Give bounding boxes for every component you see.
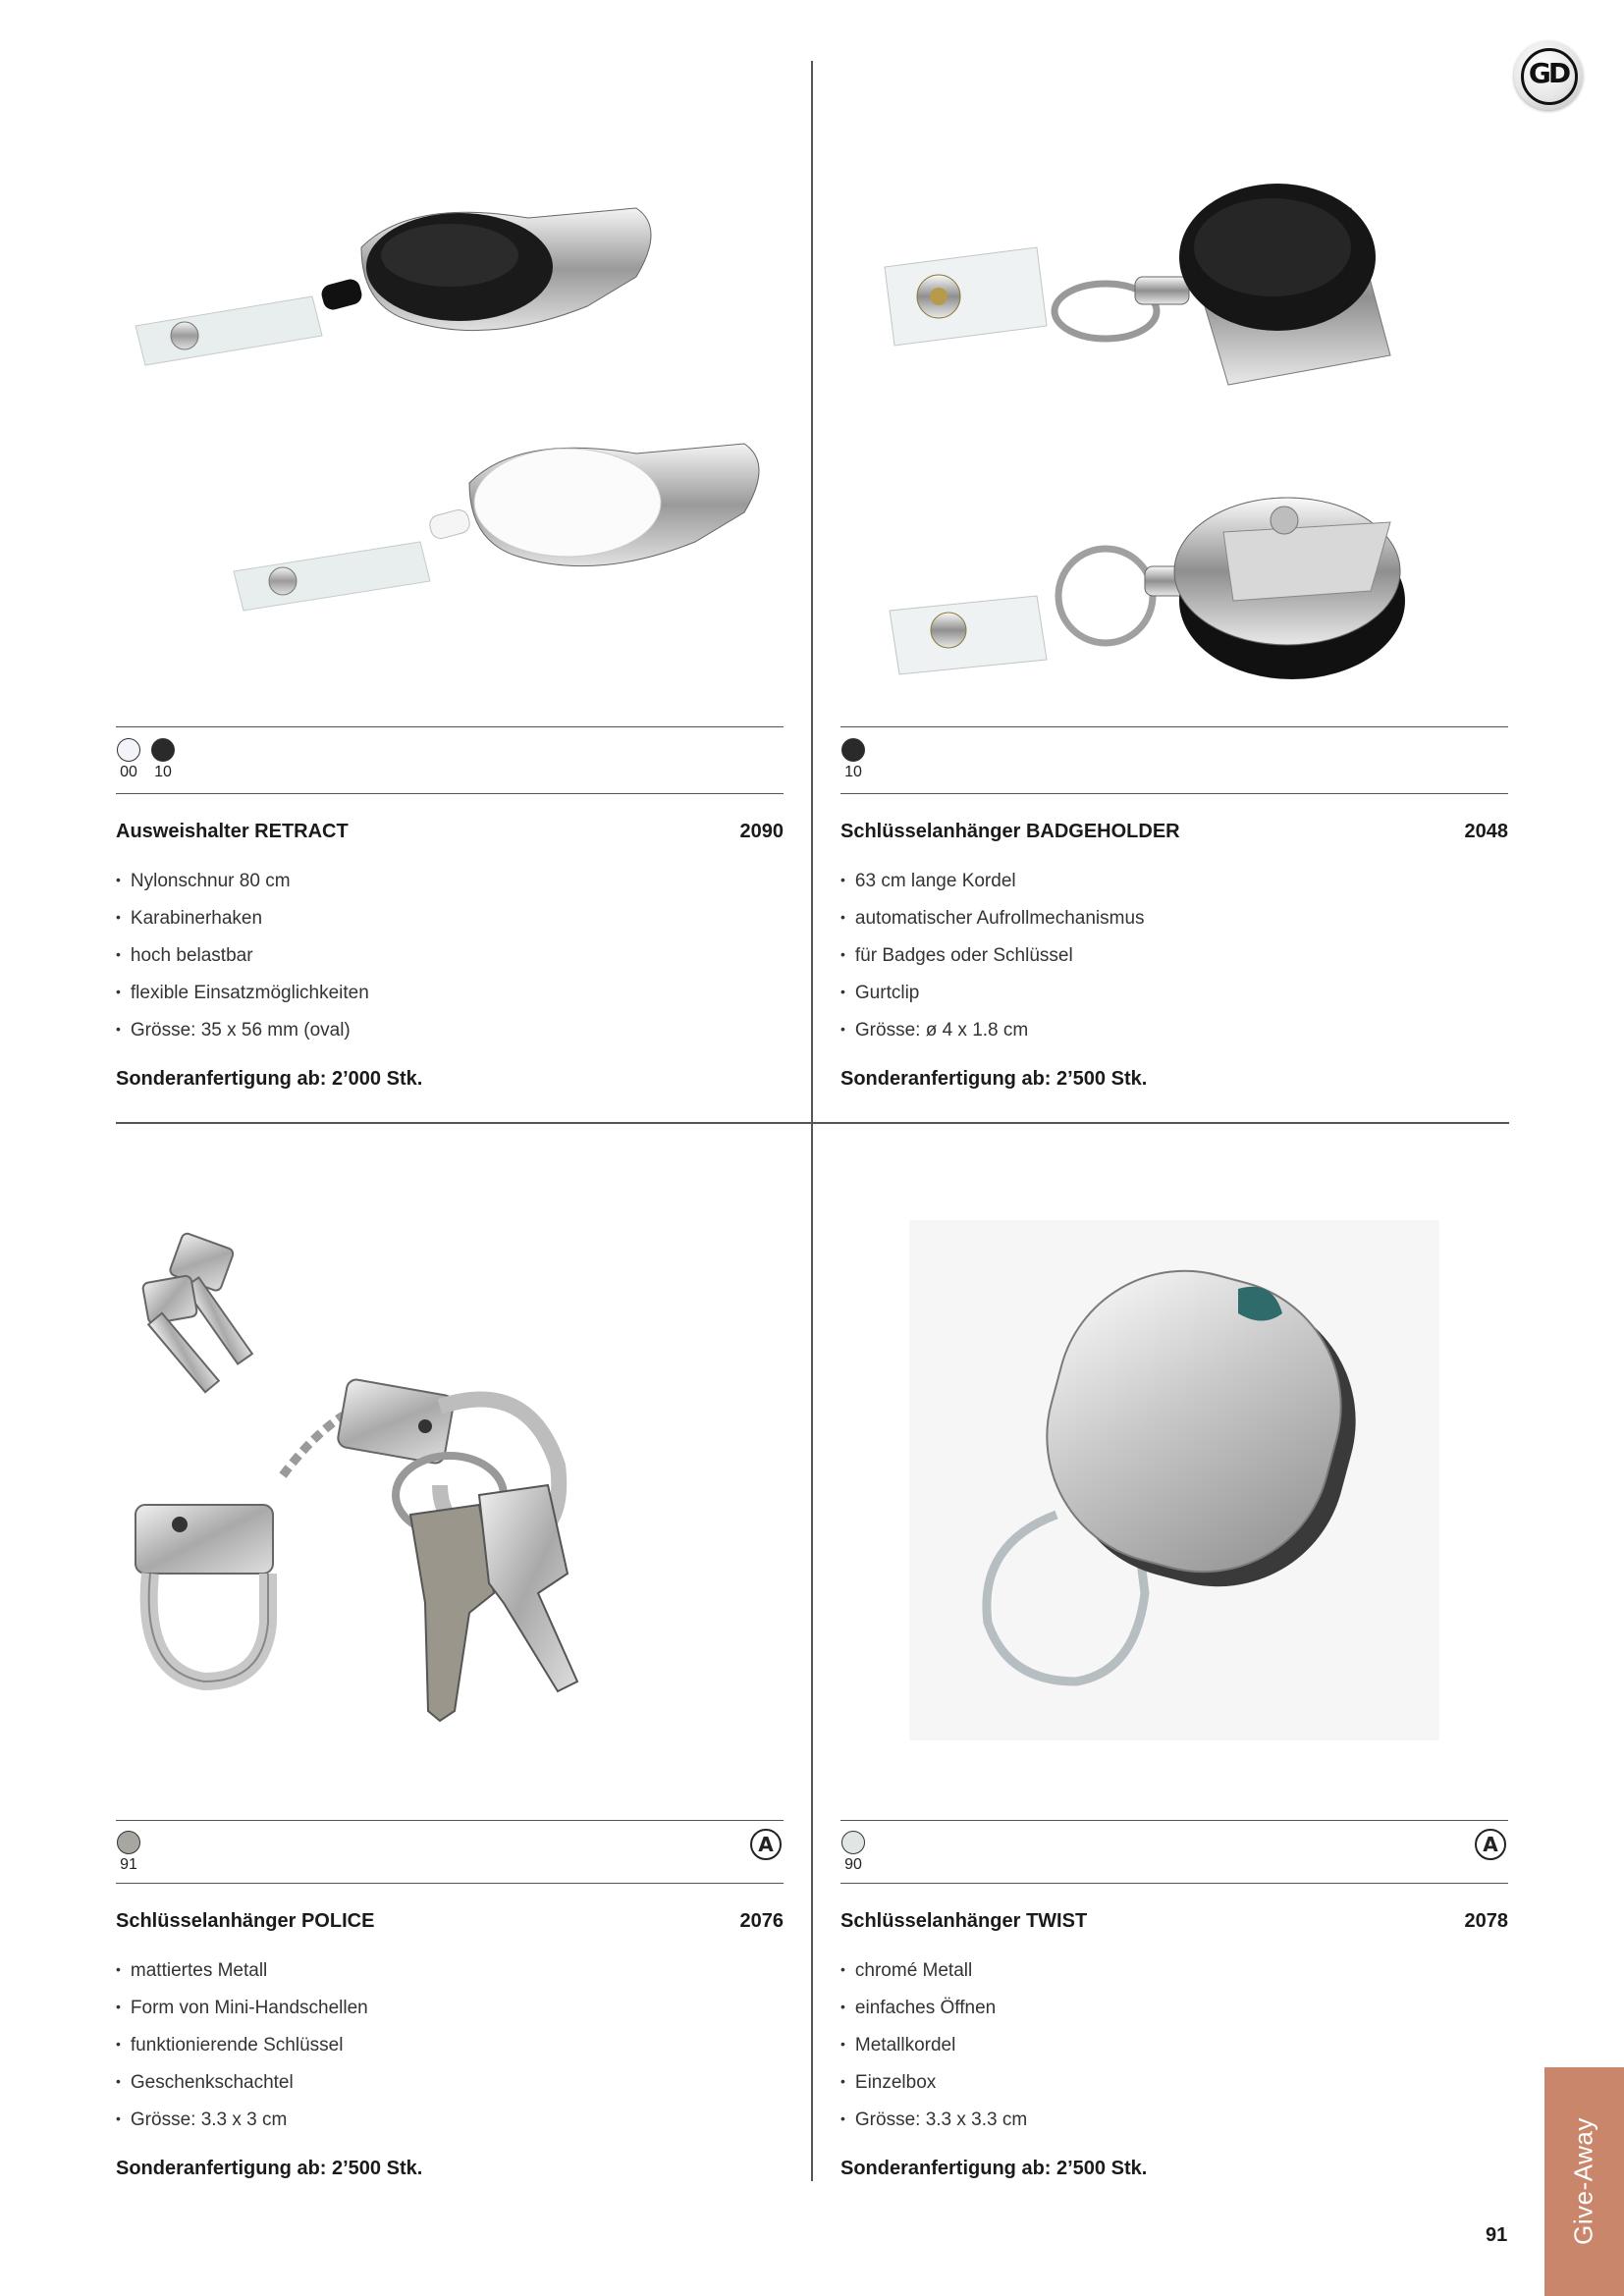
color-swatch-91[interactable] xyxy=(116,1831,141,1875)
feature-list xyxy=(116,1952,368,2139)
feature-item: • einfaches Öffnen xyxy=(840,1990,1027,2027)
feature-item: • Metallkordel xyxy=(840,2027,1027,2064)
product-number: 2090 xyxy=(739,821,784,842)
custom-order-note: Sonderanfertigung ab: 2’500 Stk. xyxy=(116,2158,423,2179)
custom-order-note: Sonderanfertigung ab: 2’500 Stk. xyxy=(840,1068,1148,1090)
color-swatch-10[interactable] xyxy=(150,738,176,782)
feature-item: • mattiertes Metall xyxy=(116,1952,368,1990)
section-tab-give-away[interactable] xyxy=(1544,2067,1624,2296)
feature-list xyxy=(116,863,369,1049)
product-number: 2048 xyxy=(1464,821,1508,842)
color-swatches xyxy=(116,738,176,782)
product-name: Schlüsselanhänger POLICE xyxy=(116,1910,375,1932)
feature-item: • Grösse: 35 x 56 mm (oval) xyxy=(116,1012,369,1049)
feature-item: • 63 cm lange Kordel xyxy=(840,863,1145,900)
feature-item: • Karabinerhaken xyxy=(116,900,369,937)
product-image-twist xyxy=(840,1220,1508,1888)
page-number: 91 xyxy=(1486,2224,1508,2246)
certified-badge: A xyxy=(1475,1829,1506,1860)
product-image-police xyxy=(116,1220,784,1888)
swatch-rule-top xyxy=(840,1820,1508,1821)
product-image-retract xyxy=(116,100,784,768)
feature-item: • flexible Einsatzmöglichkeiten xyxy=(116,975,369,1012)
feature-list xyxy=(840,863,1145,1049)
swatch-rule-bottom xyxy=(840,1883,1508,1884)
feature-list xyxy=(840,1952,1027,2139)
color-dot xyxy=(841,1831,865,1854)
feature-item: • hoch belastbar xyxy=(116,937,369,975)
color-swatch-10[interactable] xyxy=(840,738,866,782)
feature-item: • Grösse: 3.3 x 3 cm xyxy=(116,2102,368,2139)
brand-logo-text: GD xyxy=(1528,57,1569,89)
product-number: 2076 xyxy=(739,1910,784,1932)
product-title-row xyxy=(840,1910,1508,1933)
product-number: 2078 xyxy=(1464,1910,1508,1932)
product-name: Ausweishalter RETRACT xyxy=(116,821,349,842)
color-swatches xyxy=(116,1831,141,1875)
swatch-rule-bottom xyxy=(840,793,1508,794)
swatch-rule-bottom xyxy=(116,793,784,794)
color-code: 00 xyxy=(120,764,137,780)
row-divider xyxy=(116,1122,1509,1124)
custom-order-note: Sonderanfertigung ab: 2’000 Stk. xyxy=(116,1068,423,1090)
feature-item: • für Badges oder Schlüssel xyxy=(840,937,1145,975)
product-title-row xyxy=(840,821,1508,843)
color-dot xyxy=(117,738,140,762)
color-swatch-00[interactable] xyxy=(116,738,141,782)
feature-item: • funktionierende Schlüssel xyxy=(116,2027,368,2064)
feature-item: • Geschenkschachtel xyxy=(116,2064,368,2102)
swatch-rule-top xyxy=(116,1820,784,1821)
product-title-row xyxy=(116,1910,784,1933)
swatch-rule-bottom xyxy=(116,1883,784,1884)
feature-item: • Grösse: ø 4 x 1.8 cm xyxy=(840,1012,1145,1049)
feature-item: • automatischer Aufrollmechanismus xyxy=(840,900,1145,937)
custom-order-note: Sonderanfertigung ab: 2’500 Stk. xyxy=(840,2158,1148,2179)
feature-item: • Form von Mini-Handschellen xyxy=(116,1990,368,2027)
section-tab-label: Give-Away xyxy=(1568,2117,1598,2245)
color-swatches xyxy=(840,738,866,782)
feature-item: • chromé Metall xyxy=(840,1952,1027,1990)
feature-item: • Nylonschnur 80 cm xyxy=(116,863,369,900)
color-code: 10 xyxy=(844,764,862,780)
product-name: Schlüsselanhänger BADGEHOLDER xyxy=(840,821,1180,842)
color-swatch-90[interactable] xyxy=(840,1831,866,1875)
feature-item: • Gurtclip xyxy=(840,975,1145,1012)
brand-logo xyxy=(1514,41,1583,110)
feature-item: • Grösse: 3.3 x 3.3 cm xyxy=(840,2102,1027,2139)
swatch-rule-top xyxy=(840,726,1508,727)
certified-badge: A xyxy=(750,1829,782,1860)
color-code: 91 xyxy=(120,1856,137,1873)
product-title-row xyxy=(116,821,784,843)
color-swatches xyxy=(840,1831,866,1875)
color-code: 10 xyxy=(154,764,172,780)
swatch-rule-top xyxy=(116,726,784,727)
color-dot xyxy=(151,738,175,762)
color-dot xyxy=(117,1831,140,1854)
product-image-badgeholder xyxy=(840,100,1508,768)
color-dot xyxy=(841,738,865,762)
feature-item: • Einzelbox xyxy=(840,2064,1027,2102)
product-name: Schlüsselanhänger TWIST xyxy=(840,1910,1088,1932)
color-code: 90 xyxy=(844,1856,862,1873)
column-divider xyxy=(811,61,813,2181)
